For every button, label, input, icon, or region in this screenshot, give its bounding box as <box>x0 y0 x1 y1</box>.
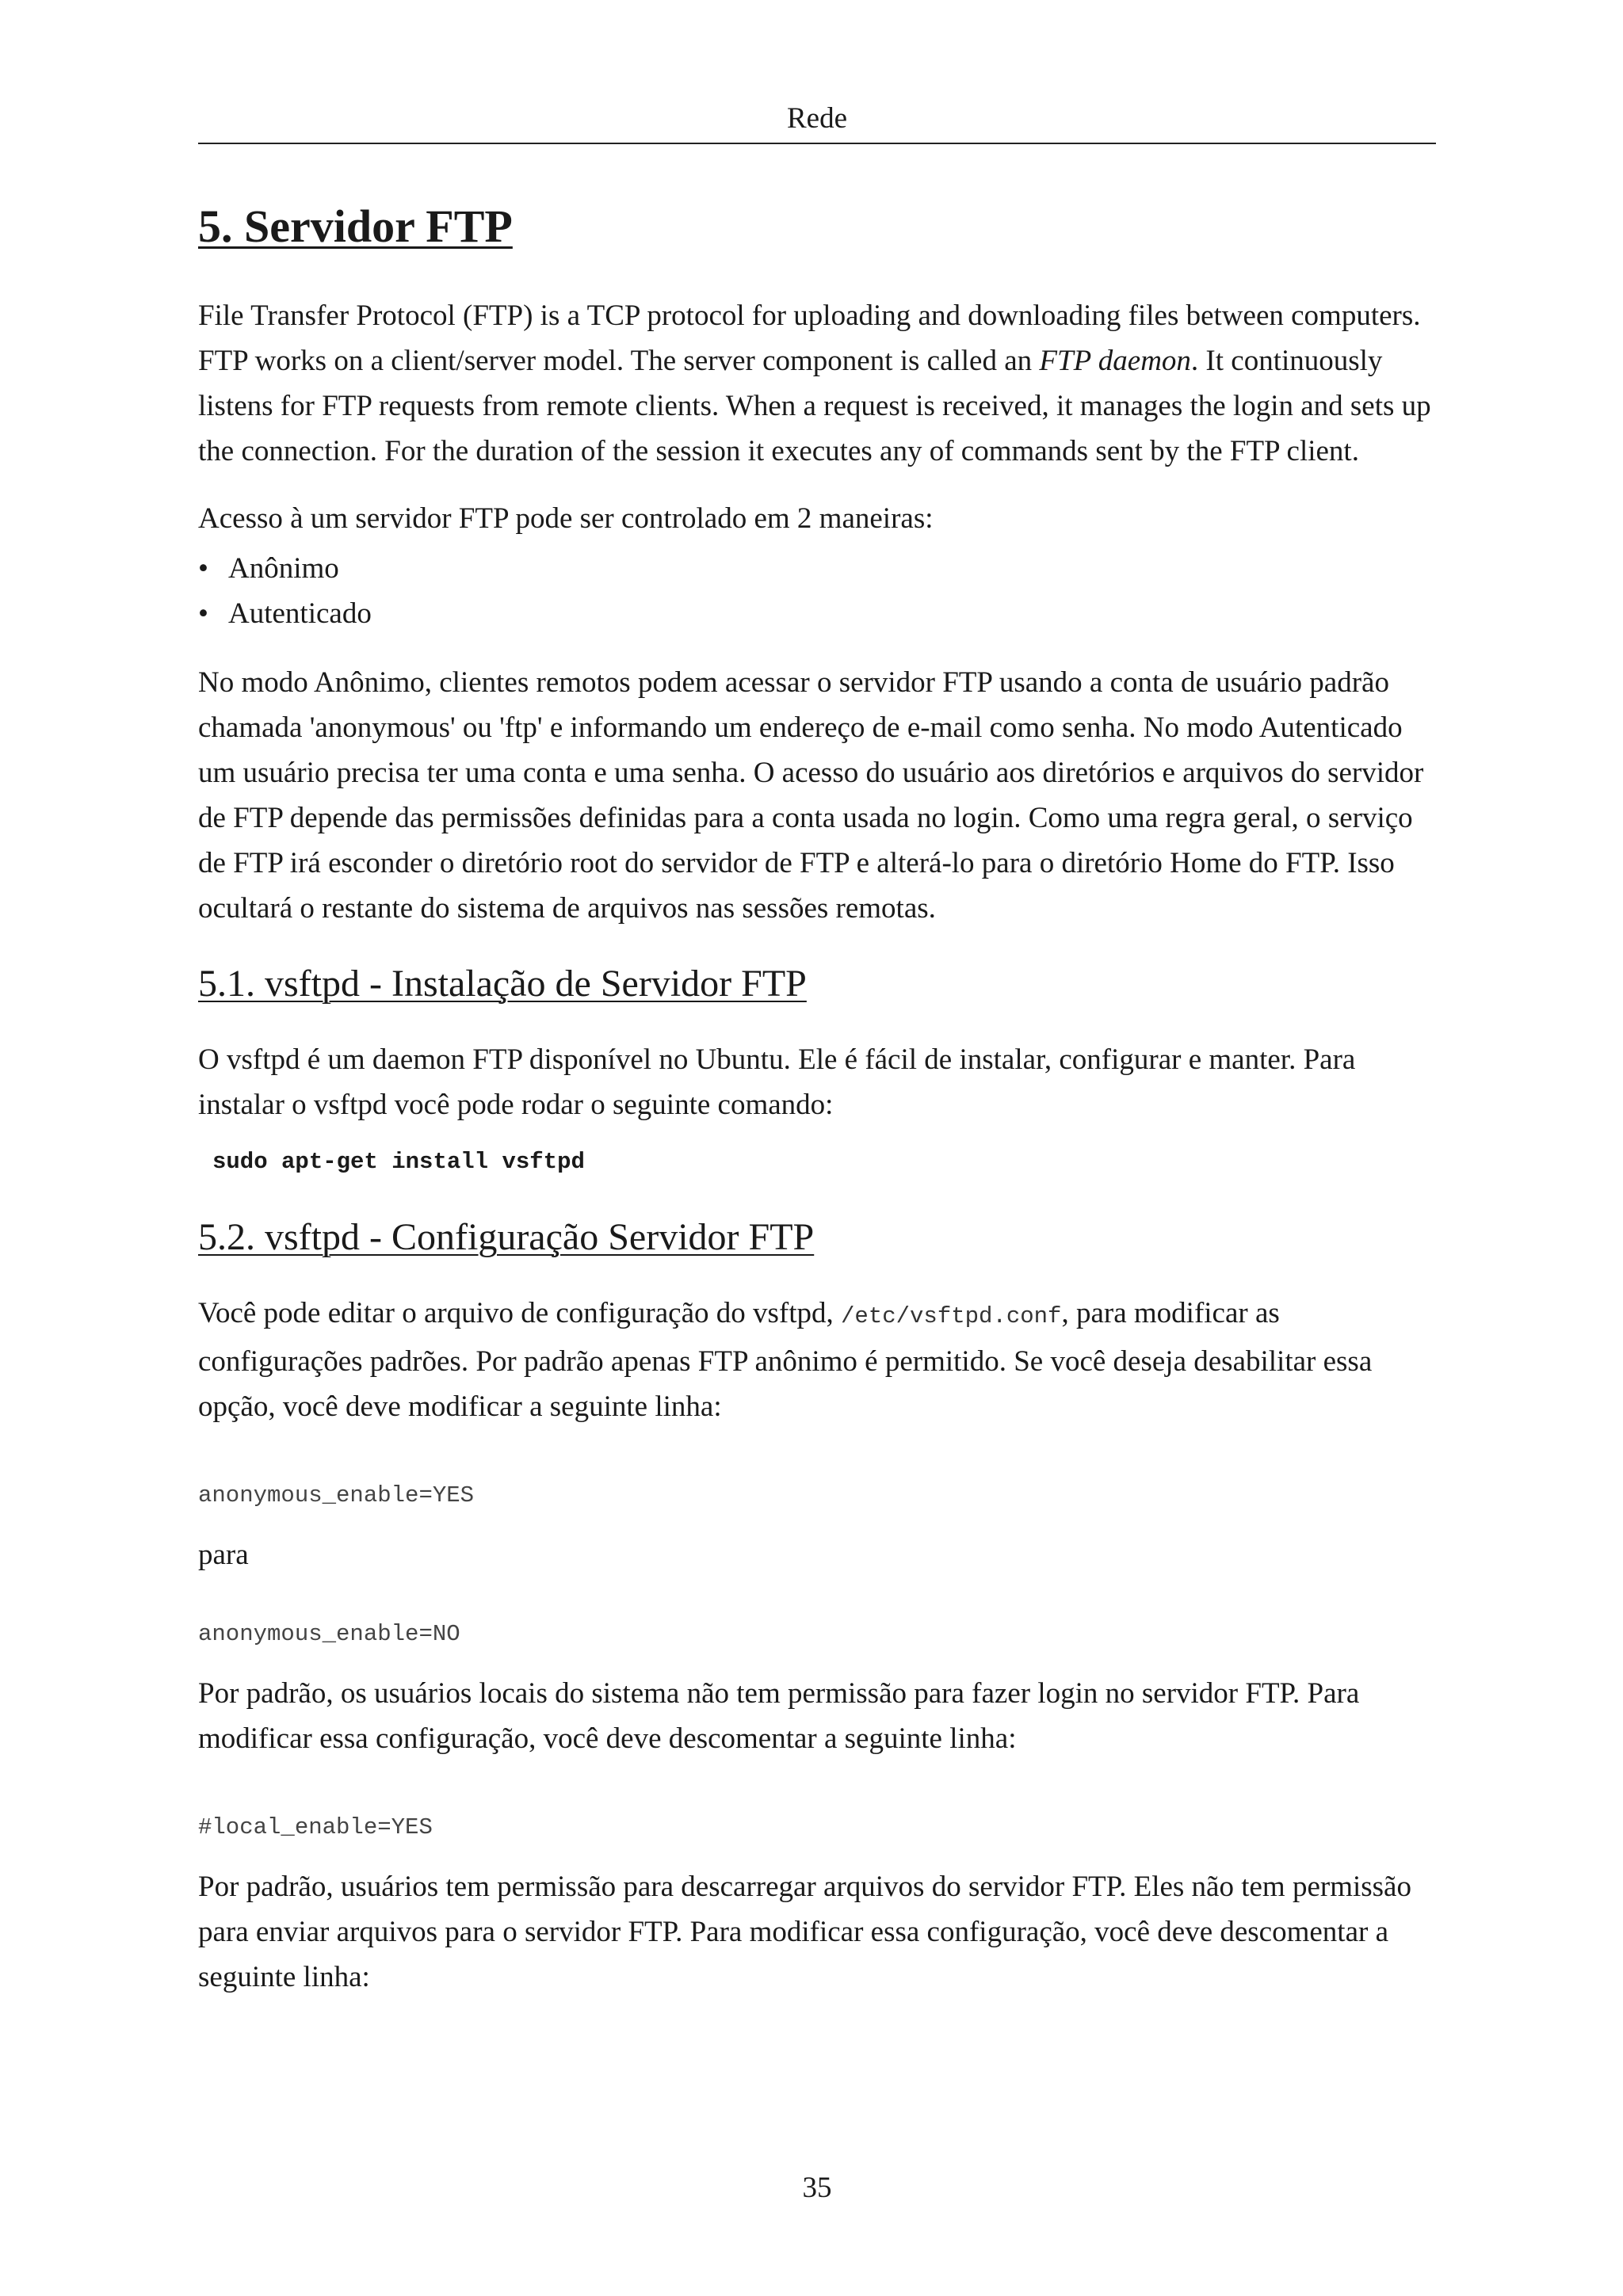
config-line-anonymous-no: anonymous_enable=NO <box>198 1621 460 1647</box>
installation-paragraph: O vsftpd é um daemon FTP disponível no Ubuntu. Ele é fácil de instalar, configurar e manter. Para instalar o vsftpd você pode rodar o seguinte comando: <box>198 1043 1356 1121</box>
list-item <box>198 591 1436 636</box>
config-line-anonymous-yes: anonymous_enable=YES <box>198 1482 475 1508</box>
access-mode-authenticated: Autenticado <box>228 597 372 630</box>
install-command: sudo apt-get install vsftpd <box>212 1149 585 1175</box>
para-word: para <box>198 1539 249 1571</box>
configuration-paragraph <box>198 1291 1436 1429</box>
access-mode-list <box>198 546 1436 636</box>
bullet-glyph: • <box>198 552 208 585</box>
subsection-heading-configuration: 5.2. vsftpd - Configuração Servidor FTP <box>198 1216 815 1258</box>
page-number: 35 <box>802 2172 832 2204</box>
list-item <box>198 546 1436 591</box>
intro-paragraph <box>198 293 1436 474</box>
access-intro: Acesso à um servidor FTP pode ser controlado em 2 maneiras: <box>198 502 934 535</box>
document-page <box>198 0 1436 2296</box>
config-text-start: Você pode editar o arquivo de configuração do vsftpd, <box>198 1297 842 1329</box>
intro-text-start: File Transfer Protocol (FTP) is a TCP protocol for uploading and downloading files between computers. FTP works on a client/server model. The server component is called an <box>198 299 1421 377</box>
ftp-daemon-term: FTP daemon <box>1039 345 1191 377</box>
section-heading: 5. Servidor FTP <box>198 200 513 252</box>
config-file-path: /etc/vsftpd.conf <box>841 1303 1062 1329</box>
header-divider <box>198 143 1436 144</box>
local-users-paragraph: Por padrão, os usuários locais do sistema não tem permissão para fazer login no servidor FTP. Para modificar essa configuração, você deve descomentar a seguinte linha: <box>198 1677 1360 1755</box>
config-text-end: , para modificar as configurações padrões. Por padrão apenas FTP anônimo é permitido. Se você deseja desabilitar essa opção, você deve modificar a seguinte linha: <box>198 1297 1373 1423</box>
modes-paragraph: No modo Anônimo, clientes remotos podem acessar o servidor FTP usando a conta de usuário padrão chamada 'anonymous' ou 'ftp' e informando um endereço de e-mail como senha. No modo Autenticado um usuário precisa ter uma conta e uma senha. O acesso do usuário aos diretórios e arquivos do servidor de FTP depende das permissões definidas para a conta usada no login. Como uma regra geral, o serviço de FTP irá esconder o diretório root do servidor de FTP e alterá-lo para o diretório Home do FTP. Isso ocultará o restante do sistema de arquivos nas sessões remotas. <box>198 666 1424 925</box>
running-header: Rede <box>786 102 848 135</box>
config-line-local-enable: #local_enable=YES <box>198 1814 433 1840</box>
page-content <box>198 198 1436 2022</box>
access-mode-anonymous: Anônimo <box>228 552 339 585</box>
bullet-glyph: • <box>198 597 208 630</box>
upload-paragraph: Por padrão, usuários tem permissão para descarregar arquivos do servidor FTP. Eles não tem permissão para enviar arquivos para o servidor FTP. Para modificar essa configuração, você deve descomentar a seguinte linha: <box>198 1871 1411 1993</box>
intro-text-end: . It continuously listens for FTP requests from remote clients. When a request is received, it manages the login and sets up the connection. For the duration of the session it executes any of commands sent by the FTP client. <box>198 345 1431 467</box>
subsection-heading-installation: 5.1. vsftpd - Instalação de Servidor FTP <box>198 963 807 1005</box>
